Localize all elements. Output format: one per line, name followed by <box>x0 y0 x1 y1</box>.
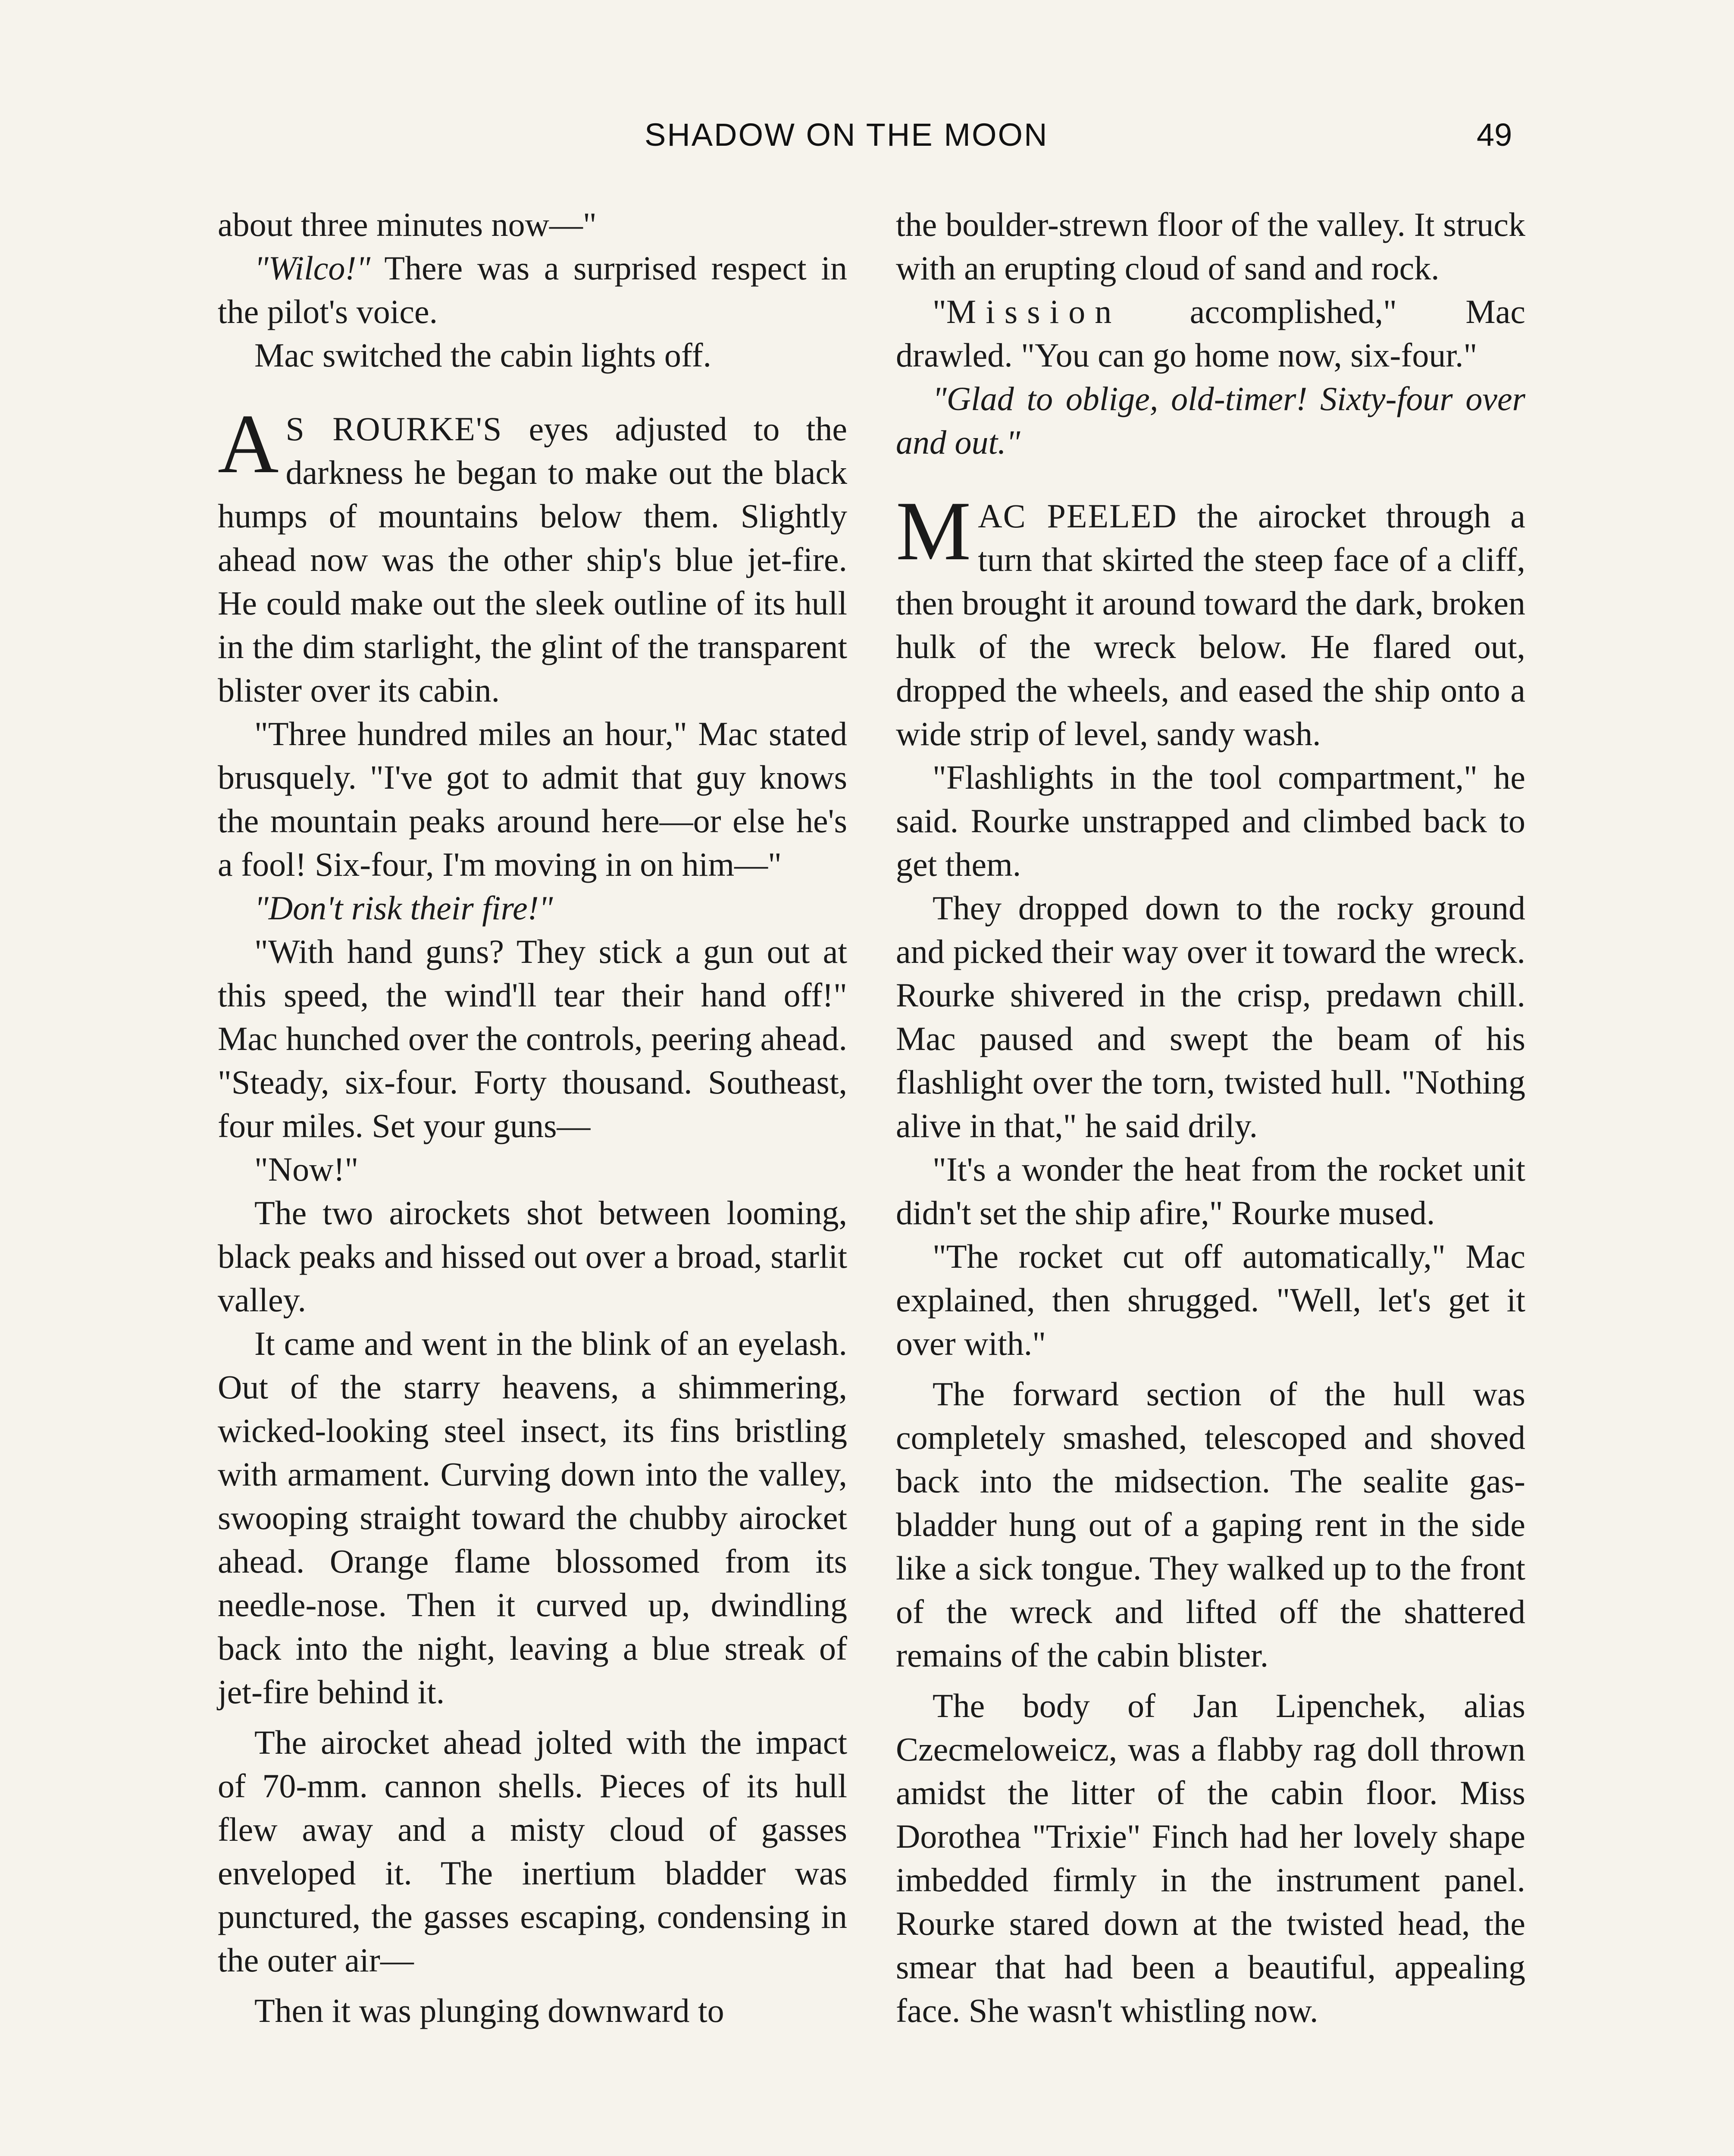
paragraph: Mac switched the cabin lights off. <box>254 336 711 374</box>
small-caps-lead: AC PEELED <box>978 497 1177 535</box>
section-opening-paragraph <box>218 397 847 712</box>
quote-mark: " <box>933 293 946 330</box>
paragraph: The airocket ahead jolted with the impact of 70-mm. cannon shells. Pieces of its hull flew away and a misty cloud of gasses enveloped it. The inertium bladder was punctured, the gasses escaping, condensing in the outer air— <box>218 1724 847 1979</box>
paragraph-text: There was a surprised respect in the pilot's voice. <box>218 249 847 330</box>
drop-cap: A <box>218 397 279 491</box>
paragraph-text: eyes adjusted to the darkness he began to make out the black humps of mountains below them. Slightly ahead now was the other ship's blue jet-fire. He could make out the sleek outline of its hull in the dim starlight, the glint of the transparent blister over its cabin. <box>218 410 847 709</box>
paragraph: They dropped down to the rocky ground and picked their way over it toward the wreck. Rourke shivered in the crisp, predawn chill. Mac paused and swept the beam of his flashlight over the torn, twisted hull. "Nothing alive in that," he said drily. <box>896 889 1525 1144</box>
paragraph: "Now!" <box>254 1150 359 1188</box>
paragraph <box>896 290 1525 377</box>
section-opening-paragraph <box>896 484 1525 755</box>
paragraph: The two airockets shot between looming, black peaks and hissed out over a broad, starlit valley. <box>218 1194 847 1319</box>
italic-paragraph: "Glad to oblige, old-timer! Sixty-four over and out." <box>896 380 1525 461</box>
italic-dialogue: "Wilco!" <box>254 249 371 287</box>
paragraph: Then it was plunging downward to <box>254 1992 724 2029</box>
paragraph-text: accomplished," Mac drawled. "You can go home now, six-four." <box>896 293 1525 374</box>
paragraph: about three minutes now—" <box>218 206 597 243</box>
paragraph: "It's a wonder the heat from the rocket unit didn't set the ship afire," Rourke mused. <box>896 1150 1525 1232</box>
page-number: 49 <box>1477 117 1512 153</box>
paragraph <box>218 246 847 333</box>
paragraph: "The rocket cut off automatically," Mac explained, then shrugged. "Well, let's get it over with." <box>896 1238 1525 1362</box>
drop-cap: M <box>896 484 971 578</box>
letterspaced-word: Mission <box>946 293 1121 330</box>
paragraph: "Flashlights in the tool compartment," he said. Rourke unstrapped and climbed back to get them. <box>896 758 1525 883</box>
paragraph: "Three hundred miles an hour," Mac stated brusquely. "I've got to admit that guy knows the mountain peaks around here—or else he's a fool! Six-four, I'm moving in on him—" <box>218 715 847 883</box>
running-title: SHADOW ON THE MOON <box>645 117 1049 153</box>
page-header <box>0 116 1734 168</box>
left-column <box>218 203 847 2032</box>
paragraph: the boulder-strewn floor of the valley. It struck with an erupting cloud of sand and rock. <box>896 206 1525 287</box>
paragraph: "With hand guns? They stick a gun out at this speed, the wind'll tear their hand off!" Mac hunched over the controls, peering ahead. "Steady, six-four. Forty thousand. Southeast, four miles. Set your guns— <box>218 933 847 1144</box>
paragraph: The forward section of the hull was completely smashed, telescoped and shoved back into the midsection. The sealite gas-bladder hung out of a gaping rent in the side like a sick tongue. They walked up to the front of the wreck and lifted off the shattered remains of the cabin blister. <box>896 1375 1525 1674</box>
right-column <box>896 203 1525 2032</box>
paragraph: The body of Jan Lipenchek, alias Czecmeloweicz, was a flabby rag doll thrown amidst the litter of the cabin floor. Miss Dorothea "Trixie" Finch had her lovely shape imbedded firmly in the instrument panel. Rourke stared down at the twisted head, the smear that had been a beautiful, appealing face. She wasn't whistling now. <box>896 1687 1525 2029</box>
paragraph-text: the airocket through a turn that skirted the steep face of a cliff, then brought it around toward the dark, broken hulk of the wreck below. He flared out, dropped the wheels, and eased the ship onto a wide strip of level, sandy wash. <box>896 497 1525 752</box>
italic-paragraph: "Don't risk their fire!" <box>254 889 553 927</box>
small-caps-lead: S ROURKE'S <box>285 410 503 448</box>
paragraph: It came and went in the blink of an eyelash. Out of the starry heavens, a shimmering, wicked-looking steel insect, its fins bristling with armament. Curving down into the valley, swooping straight toward the chubby airocket ahead. Orange flame blossomed from its needle-nose. Then it curved up, dwindling back into the night, leaving a blue streak of jet-fire behind it. <box>218 1325 847 1711</box>
